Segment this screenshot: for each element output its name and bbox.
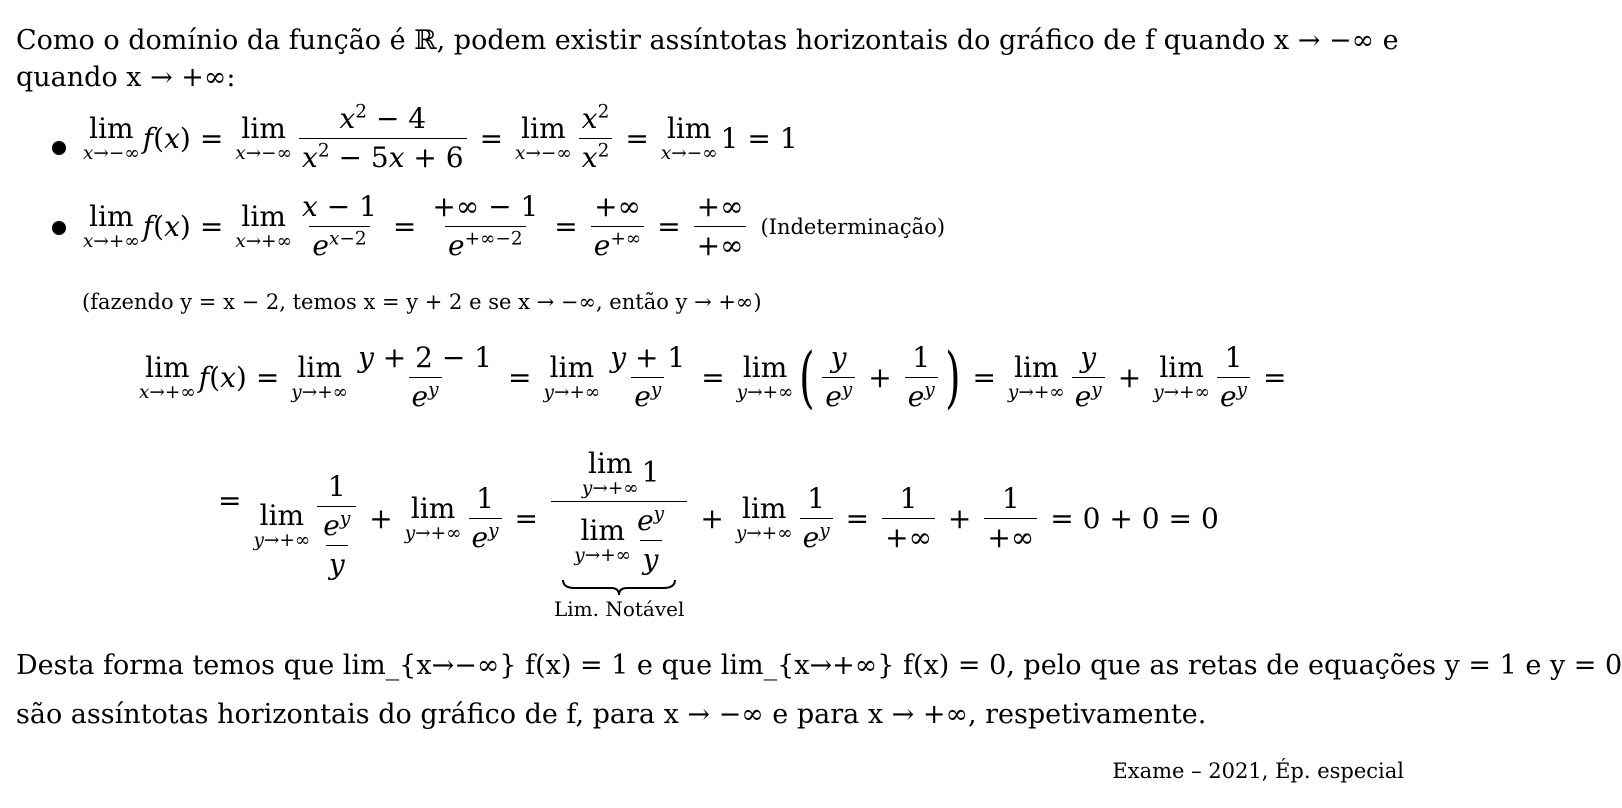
conclusion-paragraph [16,647,1622,733]
indeterminate-note: (Indeterminação) [760,214,946,239]
conclusion-line-2: são assíntotas horizontais do gráfico de f, para x → −∞ e para x → +∞, respetivamente. [16,699,1207,730]
notable-limit-label: Lim. Notável [554,597,685,622]
fraction: $\frac{x^2 - 4}{x^2 - 5x + 6}$ [299,104,467,174]
exam-source-label: Exame – 2021, Ép. especial [1112,759,1404,783]
intro-line-2: quando x → +∞: [16,62,236,93]
limit-minus-infinity: lim x→−∞ f(x) = lim x→−∞ $\frac{x^2 - 4}{x^2 - 5x + 6}$ = lim x→−∞ $\frac{x^2}{x^2}$ = lim x→−∞ 1 = 1 [83,101,798,174]
notable-limit-fraction: lim y→+∞ 1 lim y→+∞ $\frac{e^y}{y}$ Lim. Notável [551,450,687,620]
bullet-marker-1 [52,141,66,155]
conclusion-line-1: Desta forma temos que lim_{x→−∞} f(x) = 1 e que lim_{x→+∞} f(x) = 0, pelo que as retas de equações y = 1 e y = 0 [16,650,1622,681]
limit-plus-infinity: lim x→+∞ f(x) = lim x→+∞ $\frac{x - 1}{e^{x-2}}$ = $\frac{+\infty - 1}{e^{+\infty-2}}$ = $\frac{+\infty}{e^{+\infty}}$ = $\frac{+\infty}{+\infty}$ (Indeterminação) [83,190,946,262]
underbrace-icon [561,578,677,596]
intro-line-1: Como o domínio da função é ℝ, podem existir assíntotas horizontais do gráfico de f quando x → −∞ e [16,25,1399,56]
intro-paragraph [16,22,1399,96]
derivation-line-2: = lim y→+∞ $\frac{1}{\frac{e^y}{y}}$ + lim y→+∞ $\frac{1}{e^y}$ = lim y→+∞ 1 lim y→+∞ $\frac{e^y}{y}$ Lim. Notável + lim y→+∞ $\frac{1}{e^y}$ = $\frac{1}{+\infty}$ + $\frac{1}{+\infty}$ = 0 + 0 = 0 [218,447,1219,622]
lim-operator: lim x→−∞ [83,111,140,164]
derivation-line-1: lim x→+∞ f(x) = lim y→+∞ $\frac{y + 2 - 1}{e^y}$ = lim y→+∞ $\frac{y + 1}{e^y}$ = lim y→+∞ ( $\frac{y}{e^y}$ + $\frac{1}{e^y}$ ) = lim y→+∞ $\frac{y}{e^y}$ + lim y→+∞ $\frac{1}{e^y}$ = [139,338,1287,416]
substitution-note: (fazendo y = x − 2, temos x = y + 2 e se x → −∞, então y → +∞) [82,290,762,314]
bullet-marker-2 [52,221,66,235]
